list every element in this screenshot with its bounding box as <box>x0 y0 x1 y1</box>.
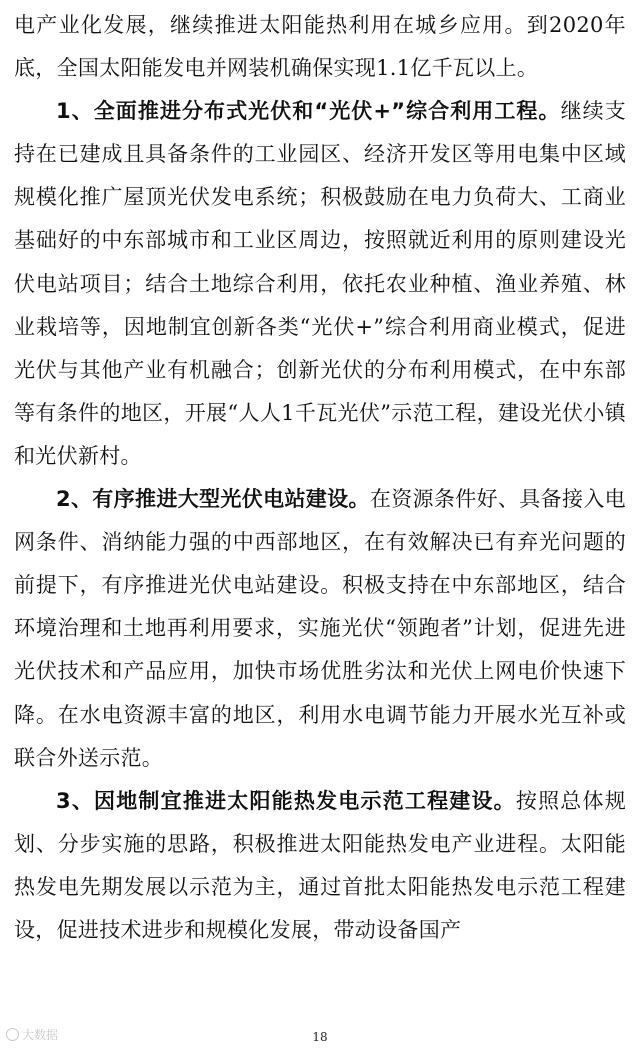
paragraph-body: 按照总体规划、分步实施的思路，积极推进太阳能热发电产业进程。太阳能热发电先期发展以示范为主，通过首批太阳能热发电示范工程建设，促进技术进步和规模化发展，带动设备国产 <box>14 788 627 942</box>
paragraph-heading: 2、有序推进大型光伏电站建设。 <box>56 487 370 512</box>
document-body <box>14 4 626 952</box>
paragraph-heading: 1、全面推进分布式光伏和“光伏+”综合利用工程。 <box>56 99 561 124</box>
paragraph-distributed-pv <box>14 90 626 478</box>
paragraph-continuation <box>14 4 626 90</box>
paragraph-large-pv-stations <box>14 478 626 780</box>
page-number: 18 <box>312 1030 328 1044</box>
paragraph-body: 在资源条件好、具备接入电网条件、消纳能力强的中西部地区，在有效解决已有弃光问题的前提下，有序推进光伏电站建设。积极支持在中东部地区，结合环境治理和土地再利用要求，实施光伏“领跑者”计划，促进先进光伏技术和产品应用，加快市场优胜劣汰和光伏上网电价快速下降。在水电资源丰富的地区，利用水电调节能力开展水光互补或联合外送示范。 <box>14 487 626 770</box>
paragraph-solar-thermal <box>14 780 626 952</box>
watermark-text: 大数据 <box>22 1028 59 1042</box>
paragraph-heading: 3、因地制宜推进太阳能热发电示范工程建设。 <box>56 788 516 813</box>
paragraph-body: 电产业化发展，继续推进太阳能热利用在城乡应用。到2020年底，全国太阳能发电并网装机确保实现1.1亿千瓦以上。 <box>14 13 626 81</box>
paragraph-body: 继续支持在已建成且具备条件的工业园区、经济开发区等用电集中区域规模化推广屋顶光伏发电系统；积极鼓励在电力负荷大、工商业基础好的中东部城市和工业区周边，按照就近利用的原则建设光伏电站项目；结合土地综合利用，依托农业种植、渔业养殖、林业栽培等，因地制宜创新各类“光伏+”综合利用商业模式，促进光伏与其他产业有机融合；创新光伏的分布利用模式，在中东部等有条件的地区，开展“人人1千瓦光伏”示范工程，建设光伏小镇和光伏新村。 <box>14 99 626 468</box>
